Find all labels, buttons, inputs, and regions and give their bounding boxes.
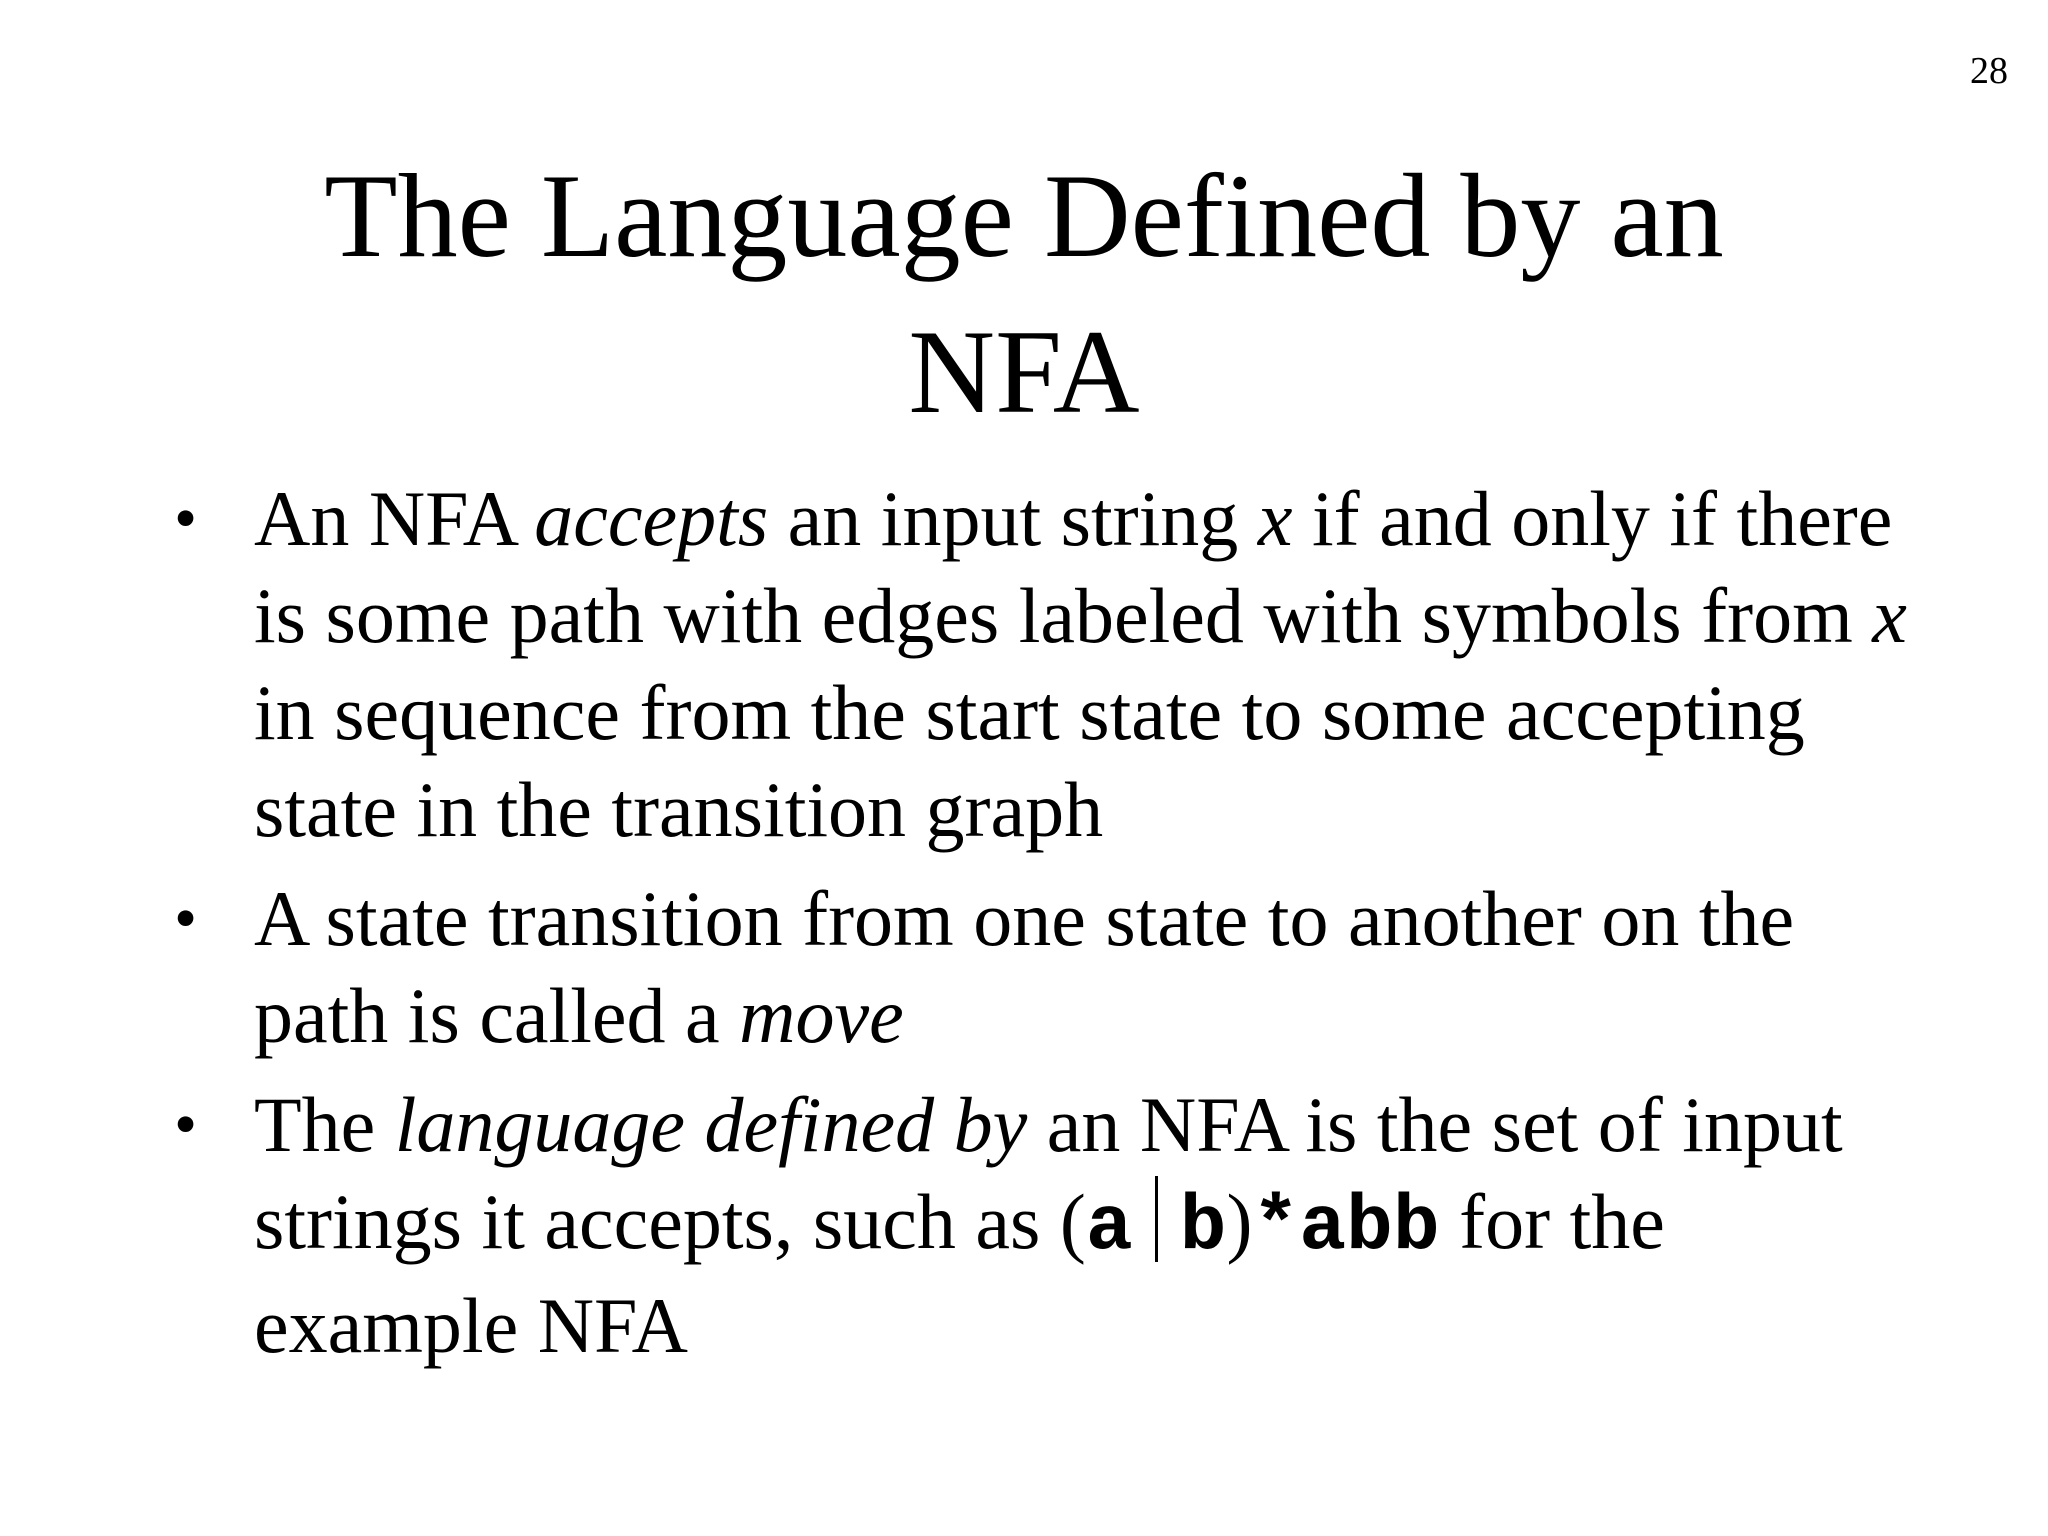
regex-symbol-a: a [1085,1184,1133,1272]
bullet-item-move [170,870,1910,1064]
term-move: move [739,972,904,1059]
slide-number: 28 [1970,50,2008,92]
regex-symbol-b: b [1179,1184,1227,1272]
bullet-item-language [170,1076,1910,1374]
slide-title-line-1: The Language Defined by an [324,149,1724,282]
bullet-text: The [254,1081,395,1168]
regex-paren-close: ) [1226,1178,1253,1265]
regex-suffix: *abb [1252,1184,1440,1272]
bullet-list [170,470,1910,1386]
regex-alternation-bar [1155,1176,1158,1262]
bullet-marker: • [174,1088,198,1161]
bullet-text: an input string [768,475,1258,562]
bullet-text: An NFA [254,475,535,562]
bullet-text: if and only if there is some path with edges labeled with symbols from [254,475,1893,659]
bullet-text: in sequence from the start state to some accepting state in the transition graph [254,669,1805,853]
bullet-text: A state transition from one state to another on the path is called a [254,875,1795,1059]
slide-title [0,138,2048,450]
bullet-text: an NFA is the set of input strings it accepts, such as [254,1081,1843,1265]
bullet-marker: • [174,482,198,555]
variable-x: x [1872,572,1907,659]
regex-paren-open: ( [1059,1178,1086,1265]
slide-title-line-2: NFA [908,305,1140,438]
bullet-item-accepts [170,470,1910,858]
term-language-defined-by: language defined by [394,1081,1028,1168]
bullet-marker: • [174,882,198,955]
variable-x: x [1257,475,1293,562]
bullet-text: for the example NFA [254,1178,1665,1369]
term-accepts: accepts [534,475,769,562]
